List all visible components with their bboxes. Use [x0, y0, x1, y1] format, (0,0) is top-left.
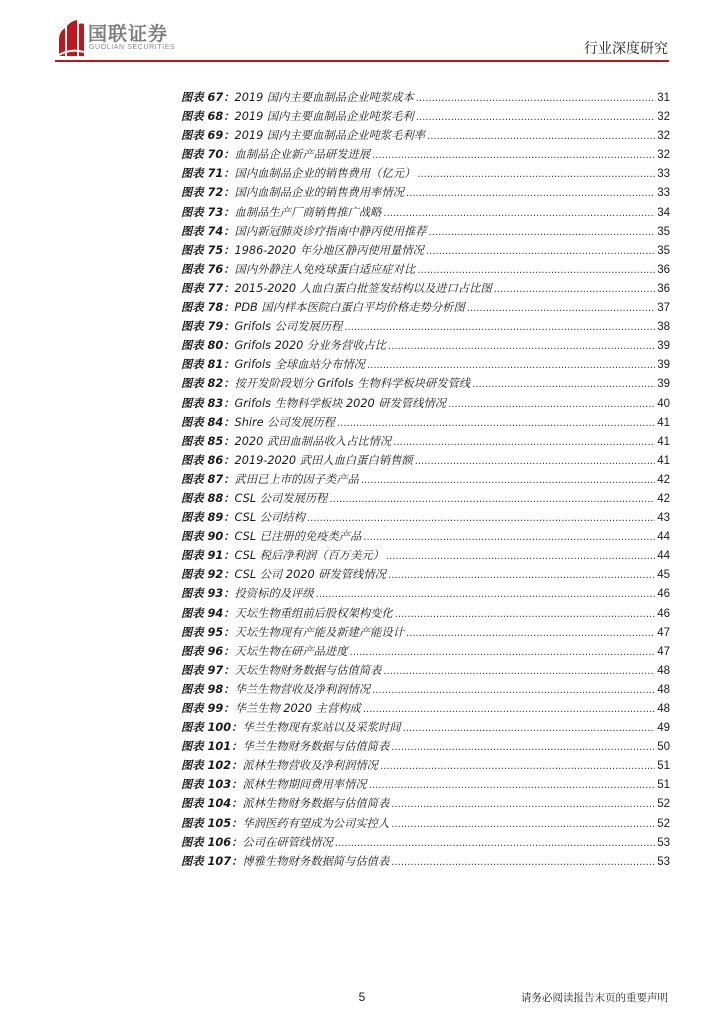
- toc-entry-page: 35: [657, 225, 670, 238]
- toc-entry-label: 图表 69：: [181, 129, 235, 143]
- toc-entry-title: 天坛生物在研产品进度: [234, 644, 348, 658]
- toc-entry-label: 图表 75：: [181, 243, 235, 257]
- toc-entry[interactable]: [181, 680, 670, 699]
- guolian-logo-icon: [55, 18, 85, 58]
- toc-entry-label: 图表 82：: [181, 377, 235, 391]
- toc-leader-dots: [383, 204, 655, 223]
- toc-entry-page: 53: [657, 855, 670, 868]
- toc-entry-label: 图表 81：: [181, 358, 235, 372]
- toc-entry-title: 国内血制品企业的销售费用（亿元）: [234, 167, 416, 181]
- toc-entry[interactable]: [181, 814, 670, 833]
- toc-entry[interactable]: [181, 642, 670, 661]
- toc-leader-dots: [344, 318, 655, 337]
- toc-entry-label: 图表 76：: [181, 262, 235, 276]
- toc-entry-page: 46: [657, 607, 670, 620]
- toc-entry-page: 33: [657, 187, 670, 200]
- toc-entry-page: 47: [657, 645, 670, 658]
- toc-entry-title: 国内新冠肺炎诊疗指南中静丙使用推荐: [234, 224, 427, 238]
- toc-entry-label: 图表 68：: [181, 110, 235, 124]
- toc-entry-label: 图表 104：: [181, 797, 243, 811]
- toc-leader-dots: [448, 395, 655, 414]
- toc-leader-dots: [429, 223, 656, 242]
- toc-entry-title: CSL 公司发展历程: [234, 491, 328, 505]
- toc-entry-page: 42: [657, 492, 670, 505]
- toc-entry[interactable]: [181, 470, 670, 489]
- toc-entry-page: 47: [657, 626, 670, 639]
- toc-entry-label: 图表 72：: [181, 186, 235, 200]
- toc-entry[interactable]: [181, 852, 670, 871]
- toc-entry[interactable]: [181, 661, 670, 680]
- toc-leader-dots: [494, 280, 655, 299]
- toc-entry-page: 50: [657, 741, 670, 754]
- toc-entry-label: 图表 105：: [181, 816, 243, 830]
- toc-entry-page: 39: [657, 340, 670, 353]
- toc-entry-title: 国内血制品企业的销售费用率情况: [234, 186, 405, 200]
- toc-leader-dots: [427, 127, 655, 146]
- toc-entry-title: Grifols 2020 分业务营收占比: [234, 339, 387, 353]
- toc-entry[interactable]: [181, 432, 670, 451]
- toc-leader-dots: [363, 700, 655, 719]
- toc-entry[interactable]: [181, 241, 670, 260]
- toc-entry[interactable]: [181, 699, 670, 718]
- toc-entry-title: Shire 公司发展历程: [234, 415, 335, 429]
- toc-entry[interactable]: [181, 565, 670, 584]
- toc-entry-page: 44: [657, 531, 670, 544]
- toc-leader-dots: [361, 471, 655, 490]
- toc-entry-label: 图表 98：: [181, 682, 235, 696]
- toc-entry-page: 32: [657, 130, 670, 143]
- brand-name-en: GUOLIAN SECURITIES: [89, 44, 176, 51]
- toc-entry[interactable]: [181, 527, 670, 546]
- toc-entry-title: 2019 国内主要血制品企业吨浆毛利率: [234, 129, 426, 143]
- toc-entry-title: 博雅生物财务数据简与估值表: [242, 854, 390, 868]
- toc-entry-page: 36: [657, 282, 670, 295]
- toc-entry-title: 1986-2020 年分地区静丙使用量情况: [234, 243, 424, 257]
- toc-entry-title: 2020 武田血制品收入占比情况: [234, 434, 392, 448]
- toc-leader-dots: [388, 337, 655, 356]
- toc-entry[interactable]: [181, 718, 670, 737]
- toc-entry-title: 公司在研管线情况: [242, 835, 333, 849]
- toc-entry-label: 图表 93：: [181, 587, 235, 601]
- toc-entry-page: 52: [657, 817, 670, 830]
- toc-entry[interactable]: [181, 355, 670, 374]
- toc-entry-page: 32: [657, 111, 670, 124]
- toc-entry-title: 按开发阶段划分 Grifols 生物科学板块研发管线: [234, 377, 471, 391]
- toc-entry-page: 32: [657, 149, 670, 162]
- toc-entry-page: 43: [657, 512, 670, 525]
- toc-entry-page: 37: [657, 302, 670, 315]
- toc-leader-dots: [329, 490, 655, 509]
- toc-entry[interactable]: [181, 279, 670, 298]
- toc-leader-dots: [406, 184, 655, 203]
- toc-entry-label: 图表 97：: [181, 663, 235, 677]
- toc-entry-label: 图表 95：: [181, 625, 235, 639]
- toc-entry[interactable]: [181, 394, 670, 413]
- toc-entry[interactable]: [181, 508, 670, 527]
- toc-entry[interactable]: [181, 374, 670, 393]
- toc-entry-title: 华兰生物 2020 主营构成: [234, 702, 361, 715]
- toc-entry-title: 天坛生物重组前后股权架构变化: [234, 606, 393, 620]
- toc-leader-dots: [416, 89, 655, 108]
- toc-entry-label: 图表 83：: [181, 396, 235, 410]
- toc-leader-dots: [415, 452, 656, 471]
- brand-name: 国联证券: [88, 23, 169, 45]
- page-number: 5: [358, 990, 366, 1004]
- toc-leader-dots: [383, 662, 655, 681]
- toc-entry-label: 图表 79：: [181, 320, 235, 334]
- header-divider: [55, 60, 669, 62]
- report-type: 行业深度研究: [584, 41, 668, 57]
- toc-entry-label: 图表 71：: [181, 167, 235, 181]
- toc-entry-title: Grifols 生物科学板块 2020 研发管线情况: [234, 396, 447, 410]
- toc-entry-title: CSL 已注册的免疫类产品: [234, 530, 362, 544]
- toc-entry-label: 图表 96：: [181, 644, 235, 658]
- toc-leader-dots: [403, 719, 656, 738]
- toc-entry-title: Grifols 全球血站分布情况: [234, 358, 365, 372]
- toc-entry-title: 国内外静注人免疫球蛋白适应症对比: [234, 262, 416, 276]
- toc-leader-dots: [372, 681, 655, 700]
- toc-entry-title: CSL 公司 2020 研发管线情况: [234, 568, 387, 582]
- toc-entry[interactable]: [181, 222, 670, 241]
- toc-entry-label: 图表 88：: [181, 491, 235, 505]
- toc-leader-dots: [391, 795, 655, 814]
- toc-leader-dots: [307, 509, 655, 528]
- toc-entry[interactable]: [181, 260, 670, 279]
- toc-entry-page: 46: [657, 588, 670, 601]
- toc-entry-title: 派林生物财务数据与估值简表: [242, 797, 390, 811]
- toc-entry-page: 44: [657, 550, 670, 563]
- toc-leader-dots: [391, 738, 655, 757]
- toc-entry-label: 图表 73：: [181, 205, 235, 219]
- toc-entry[interactable]: [181, 775, 670, 794]
- toc-entry-page: 41: [657, 435, 670, 448]
- toc-entry-page: 39: [657, 378, 670, 391]
- toc-leader-dots: [391, 853, 655, 872]
- page-header: [0, 0, 724, 70]
- toc-entry-page: 41: [657, 454, 670, 467]
- toc-entry[interactable]: [181, 794, 670, 813]
- toc-entry-page: 33: [657, 168, 670, 181]
- toc-entry[interactable]: [181, 107, 670, 126]
- toc-leader-dots: [426, 242, 655, 261]
- toc-entry[interactable]: [181, 833, 670, 852]
- toc-entry-label: 图表 100：: [181, 721, 243, 735]
- toc-entry-label: 图表 99：: [181, 702, 235, 715]
- toc-entry-page: 31: [657, 92, 670, 104]
- toc-leader-dots: [416, 108, 655, 127]
- toc-entry-page: 48: [657, 664, 670, 677]
- toc-leader-dots: [417, 165, 655, 184]
- toc-entry-title: Grifols 公司发展历程: [234, 320, 343, 334]
- toc-entry-page: 40: [657, 397, 670, 410]
- toc-entry-title: 2019 国内主要血制品企业吨浆毛利: [234, 110, 414, 124]
- toc-entry-page: 45: [657, 569, 670, 582]
- toc-leader-dots: [417, 261, 655, 280]
- toc-entry[interactable]: [181, 546, 670, 565]
- toc-entry-page: 34: [657, 206, 670, 219]
- toc-entry[interactable]: [181, 126, 670, 145]
- toc-entry[interactable]: [181, 88, 670, 107]
- toc-entry-page: 51: [657, 779, 670, 792]
- toc-entry-page: 39: [657, 359, 670, 372]
- toc-entry-label: 图表 80：: [181, 339, 235, 353]
- toc-entry-label: 图表 89：: [181, 511, 235, 525]
- toc-entry[interactable]: [181, 183, 670, 202]
- toc-entry-label: 图表 78：: [181, 301, 235, 315]
- toc-entry-label: 图表 94：: [181, 606, 235, 620]
- toc-entry-title: 2019-2020 武田人血白蛋白销售额: [234, 453, 413, 467]
- toc-entry-label: 图表 84：: [181, 415, 235, 429]
- toc-entry-label: 图表 103：: [181, 778, 243, 792]
- toc-entry-title: 华兰生物营收及净利润情况: [234, 682, 371, 696]
- toc-entry-label: 图表 67：: [181, 91, 235, 104]
- toc-entry-page: 38: [657, 321, 670, 334]
- toc-entry-label: 图表 107：: [181, 854, 243, 868]
- toc-entry-page: 51: [657, 760, 670, 773]
- toc-entry[interactable]: [181, 145, 670, 164]
- toc-entry[interactable]: [181, 317, 670, 336]
- toc-leader-dots: [388, 566, 655, 585]
- toc-leader-dots: [369, 776, 656, 795]
- toc-entry-label: 图表 77：: [181, 281, 235, 295]
- toc-entry-label: 图表 102：: [181, 759, 243, 773]
- toc-leader-dots: [386, 547, 655, 566]
- toc-entry-title: 天坛生物财务数据与估值简表: [234, 663, 382, 677]
- toc-leader-dots: [380, 757, 655, 776]
- toc-entry-title: 派林生物期间费用率情况: [242, 778, 367, 792]
- toc-entry-title: CSL 公司结构: [234, 511, 305, 525]
- toc-entry-title: 华润医药有望成为公司实控人: [242, 816, 390, 830]
- toc-entry[interactable]: [181, 489, 670, 508]
- toc-leader-dots: [372, 146, 655, 165]
- toc-entry-label: 图表 106：: [181, 835, 243, 849]
- toc-leader-dots: [350, 643, 656, 662]
- toc-entry-page: 41: [657, 416, 670, 429]
- toc-entry-title: 血制品企业新产品研发进展: [234, 148, 371, 162]
- toc-entry-title: 投资标的及评级: [234, 587, 314, 601]
- toc-leader-dots: [367, 356, 655, 375]
- toc-entry-title: 华兰生物现有浆站以及采浆时间: [242, 721, 401, 735]
- toc-entry-page: 36: [657, 263, 670, 276]
- toc-entry-label: 图表 86：: [181, 453, 235, 467]
- toc-entry-page: 49: [657, 722, 670, 735]
- toc-entry-label: 图表 92：: [181, 568, 235, 582]
- toc-entry-label: 图表 87：: [181, 472, 235, 486]
- toc-leader-dots: [467, 299, 655, 318]
- disclaimer: 请务必阅读报告末页的重要声明: [521, 992, 668, 1004]
- toc-entry-label: 图表 91：: [181, 549, 235, 563]
- toc-entry-page: 48: [657, 683, 670, 696]
- toc-entry[interactable]: [181, 756, 670, 775]
- toc-entry-page: 48: [657, 703, 670, 715]
- toc-entry-page: 42: [657, 473, 670, 486]
- toc-entry-label: 图表 101：: [181, 740, 243, 754]
- toc-entry-label: 图表 74：: [181, 224, 235, 238]
- toc-entry[interactable]: [181, 623, 670, 642]
- toc-entry-page: 52: [657, 798, 670, 811]
- toc-entry-title: CSL 税后净利润（百万美元）: [234, 549, 384, 563]
- toc-entry-title: 天坛生物现有产能及新建产能设计: [234, 625, 405, 639]
- toc-entry-title: 华兰生物财务数据与估值简表: [242, 740, 390, 754]
- toc-leader-dots: [363, 528, 655, 547]
- toc-entry[interactable]: [181, 737, 670, 756]
- toc-entry-title: 2015-2020 人血白蛋白批签发结构以及进口占比图: [234, 281, 492, 295]
- toc-entry-title: 2019 国内主要血制品企业吨浆成本: [234, 91, 414, 104]
- toc-entry[interactable]: [181, 584, 670, 603]
- toc-leader-dots: [472, 375, 655, 394]
- figure-list: [181, 88, 670, 871]
- toc-entry-page: 53: [657, 836, 670, 849]
- toc-entry[interactable]: [181, 451, 670, 470]
- toc-entry[interactable]: [181, 203, 670, 222]
- toc-leader-dots: [316, 585, 656, 604]
- toc-entry-title: 血制品生产厂商销售推广战略: [234, 205, 382, 219]
- toc-leader-dots: [393, 433, 655, 452]
- toc-entry[interactable]: [181, 604, 670, 623]
- toc-entry-label: 图表 70：: [181, 148, 235, 162]
- toc-entry[interactable]: [181, 413, 670, 432]
- toc-leader-dots: [406, 624, 655, 643]
- toc-leader-dots: [337, 414, 655, 433]
- toc-leader-dots: [335, 834, 655, 853]
- toc-entry-page: 35: [657, 244, 670, 257]
- toc-entry[interactable]: [181, 164, 670, 183]
- toc-entry-title: 派林生物营收及净利润情况: [242, 759, 378, 773]
- toc-entry[interactable]: [181, 298, 670, 317]
- toc-entry[interactable]: [181, 336, 670, 355]
- toc-leader-dots: [391, 815, 655, 834]
- toc-entry-label: 图表 90：: [181, 530, 235, 544]
- toc-leader-dots: [395, 605, 655, 624]
- toc-entry-label: 图表 85：: [181, 434, 235, 448]
- toc-entry-title: PDB 国内样本医院白蛋白平均价格走势分析图: [234, 301, 465, 315]
- toc-entry-title: 武田已上市的因子类产品: [234, 472, 359, 486]
